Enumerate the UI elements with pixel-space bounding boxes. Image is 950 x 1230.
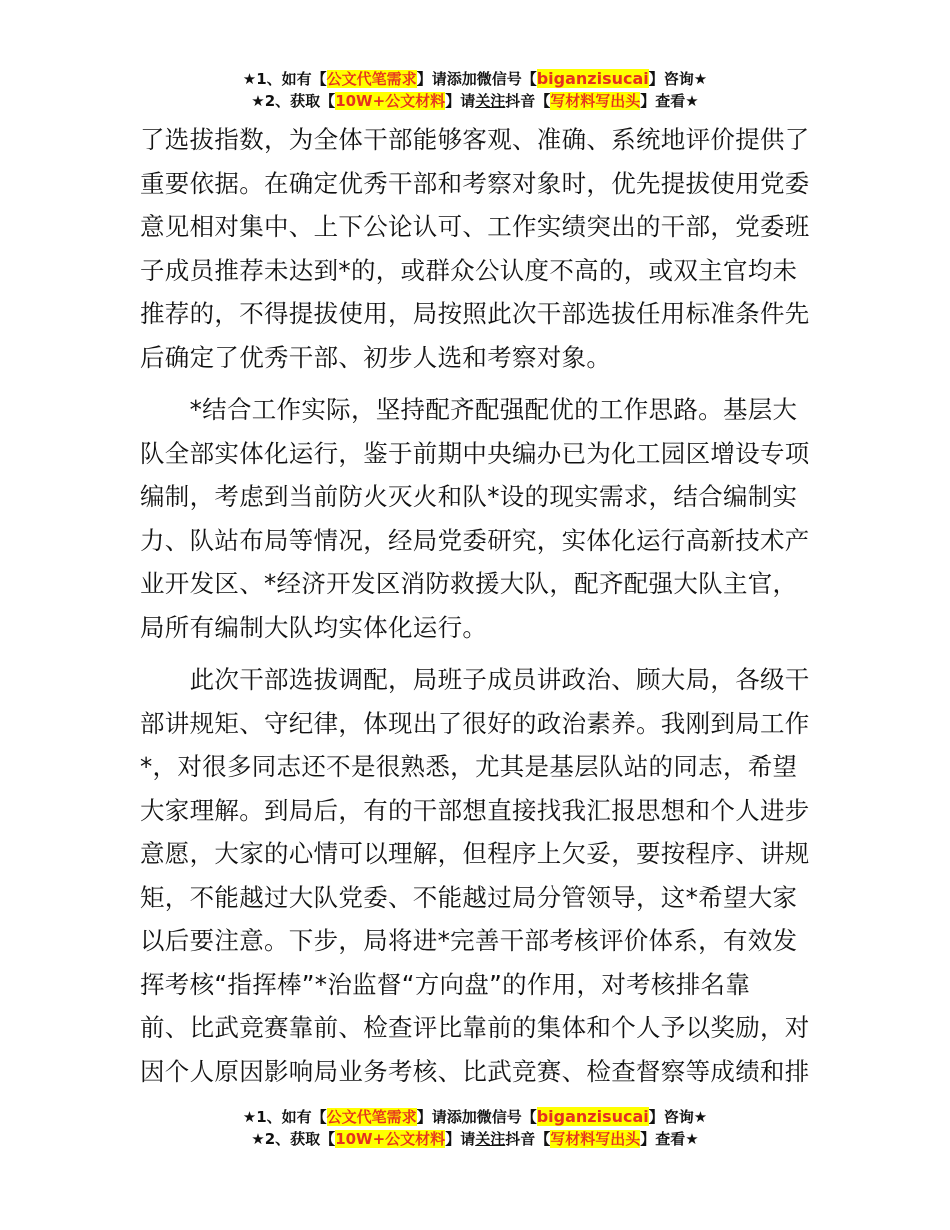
text-line: 部讲规矩、守纪律，体现出了很好的政治素养。我刚到局工作 (140, 708, 810, 738)
notice-text: 】请添加微信号【 (416, 1108, 537, 1126)
text-line: 挥考核“指挥棒”*治监督“方向盘”的作用，对考核排名靠 (140, 969, 751, 999)
text-line: 力、队站布局等情况，经局党委研究，实体化运行高新技术产 (140, 525, 810, 555)
highlight-materials: 10W+公文材料 (335, 92, 446, 110)
paragraph-2 (140, 388, 816, 649)
text-line: 重要依据。在确定优秀干部和考察对象时，优先提拔使用党委 (140, 168, 810, 198)
footer-notice (0, 1106, 950, 1150)
footer-notice-line-1 (0, 1106, 950, 1128)
notice-text: 抖音【 (505, 1130, 551, 1148)
notice-text: 】请 (445, 1130, 476, 1148)
text-line: 局所有编制大队均实体化运行。 (140, 612, 488, 642)
paragraph-1 (140, 118, 816, 379)
text-line: 业开发区、*经济开发区消防救援大队，配齐配强大队主官， (140, 569, 798, 598)
text-line: 子成员推荐未达到*的，或群众公认度不高的，或双主官均未 (140, 255, 798, 285)
highlight-service: 公文代笔需求 (326, 1108, 417, 1126)
highlight-douyin-account: 写材料写出头 (550, 1130, 641, 1148)
notice-text: 】请添加微信号【 (416, 70, 537, 88)
highlight-materials: 10W+公文材料 (335, 1130, 446, 1148)
notice-text: 】查看★ (640, 92, 699, 110)
text-line: 意见相对集中、上下公论认可、工作实绩突出的干部，党委班 (140, 212, 810, 241)
notice-underlined-follow: 关注 (475, 92, 506, 110)
notice-text: 】请 (445, 92, 476, 110)
header-notice (0, 68, 950, 112)
text-line: 以后要注意。下步，局将进*完善干部考核评价体系，有效发 (140, 926, 798, 955)
notice-text: ★2、获取【 (251, 1130, 336, 1148)
highlight-wechat-id: biganzisucai (536, 69, 649, 88)
footer-notice-line-2 (0, 1128, 950, 1150)
text-line: 矩，不能越过大队党委、不能越过局分管领导，这*希望大家 (140, 882, 798, 912)
text-line: 推荐的，不得提拔使用，局按照此次干部选拔任用标准条件先 (140, 299, 810, 328)
document-body (140, 118, 816, 1102)
notice-text: 】咨询★ (648, 1108, 708, 1126)
notice-text: 】咨询★ (648, 70, 708, 88)
notice-underlined-follow: 关注 (475, 1130, 506, 1148)
text-line: 大家理解。到局后，有的干部想直接找我汇报思想和个人进步 (140, 795, 810, 825)
notice-text: ★1、如有【 (242, 1108, 327, 1126)
text-line: *，对很多同志还不是很熟悉，尤其是基层队站的同志，希望 (140, 752, 798, 781)
text-line: 队全部实体化运行，鉴于前期中央编办已为化工园区增设专项 (140, 438, 810, 468)
notice-text: 】查看★ (640, 1130, 699, 1148)
header-notice-line-2 (0, 90, 950, 112)
highlight-douyin-account: 写材料写出头 (550, 92, 641, 110)
text-line: 意愿，大家的心情可以理解，但程序上欠妥，要按程序、讲规 (140, 839, 810, 868)
text-line: 编制，考虑到当前防火灭火和队*设的现实需求，结合编制实 (140, 482, 798, 511)
highlight-wechat-id: biganzisucai (536, 1107, 649, 1126)
text-line: 后确定了优秀干部、初步人选和考察对象。 (140, 342, 612, 372)
notice-text: ★1、如有【 (242, 70, 327, 88)
notice-text: 抖音【 (505, 92, 551, 110)
highlight-service: 公文代笔需求 (326, 70, 417, 88)
text-line: 此次干部选拔调配，局班子成员讲政治、顾大局，各级干 (140, 665, 810, 694)
text-line: 前、比武竞赛靠前、检查评比靠前的集体和个人予以奖励，对 (140, 1013, 810, 1042)
paragraph-3 (140, 658, 816, 1093)
text-line: 了选拔指数，为全体干部能够客观、准确、系统地评价提供了 (140, 125, 810, 154)
header-notice-line-1 (0, 68, 950, 90)
notice-text: ★2、获取【 (251, 92, 336, 110)
text-line: *结合工作实际，坚持配齐配强配优的工作思路。基层大 (140, 395, 798, 424)
text-line: 因个人原因影响局业务考核、比武竞赛、检查督察等成绩和排 (140, 1056, 810, 1086)
